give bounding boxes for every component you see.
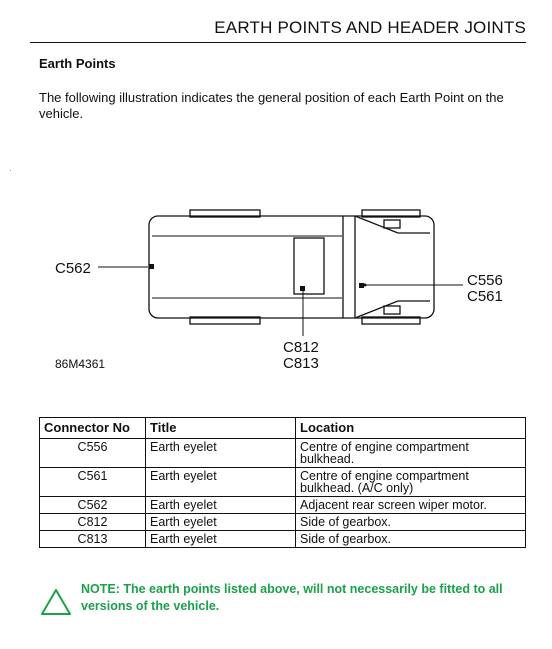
note-text: NOTE: The earth points listed above, will not necessarily be fitted to all versions of the vehicle. — [81, 582, 503, 613]
location-cell: Centre of engine compartment bulkhead. — [296, 439, 526, 468]
label-c561: C561 — [467, 288, 503, 305]
connector-cell: C813 — [40, 531, 146, 548]
title-cell: Earth eyelet — [146, 497, 296, 514]
label-c562: C562 — [55, 260, 91, 277]
page-header-title: EARTH POINTS AND HEADER JOINTS — [214, 18, 526, 37]
connector-cell: C556 — [40, 439, 146, 468]
label-c812: C812 — [283, 339, 319, 356]
table-row — [40, 439, 526, 468]
table-row — [40, 514, 526, 531]
gearbox-panel — [294, 238, 324, 294]
section-heading: Earth Points — [39, 56, 116, 71]
intro-paragraph: The following illustration indicates the general position of each Earth Point on the vehicle. — [39, 90, 504, 121]
title-cell: Earth eyelet — [146, 514, 296, 531]
location-cell: Side of gearbox. — [296, 514, 526, 531]
warning-triangle-icon — [40, 588, 72, 616]
label-c556: C556 — [467, 272, 503, 289]
vehicle-body-outline — [149, 216, 434, 318]
earth-point-c562 — [149, 264, 154, 269]
table-header-row — [40, 418, 526, 439]
column-header-connector: Connector No — [40, 418, 146, 439]
connector-table — [39, 417, 526, 548]
table-row — [40, 531, 526, 548]
column-header-title: Title — [146, 418, 296, 439]
table-row — [40, 497, 526, 514]
column-header-location: Location — [296, 418, 526, 439]
label-c813: C813 — [283, 355, 319, 372]
location-cell: Adjacent rear screen wiper motor. — [296, 497, 526, 514]
earth-point-c556 — [359, 283, 364, 288]
earth-point-c812 — [300, 286, 305, 291]
title-cell: Earth eyelet — [146, 531, 296, 548]
connector-cell: C561 — [40, 468, 146, 497]
connector-cell: C812 — [40, 514, 146, 531]
location-cell: Side of gearbox. — [296, 531, 526, 548]
connector-cell: C562 — [40, 497, 146, 514]
title-cell: Earth eyelet — [146, 468, 296, 497]
figure-reference: 86M4361 — [55, 357, 106, 371]
table-row — [40, 468, 526, 497]
location-cell: Centre of engine compartment bulkhead. (A/C only) — [296, 468, 526, 497]
title-cell: Earth eyelet — [146, 439, 296, 468]
